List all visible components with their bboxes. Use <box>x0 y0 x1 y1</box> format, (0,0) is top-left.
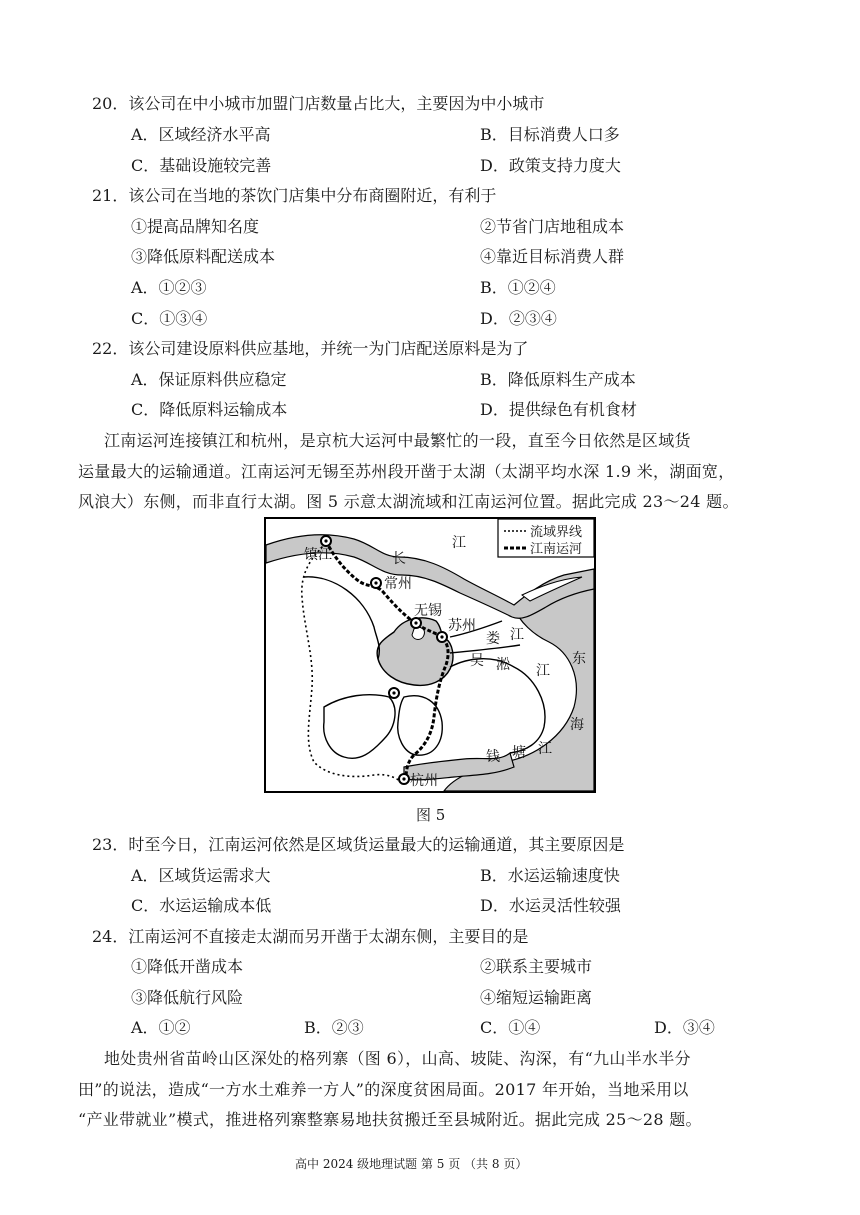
label-tang: 塘 <box>512 745 526 761</box>
label-dong: 东 <box>572 651 586 667</box>
city-marker-wuxi <box>411 618 421 628</box>
question-20-option-b: B．目标消费人口多 <box>480 125 620 144</box>
question-24-statement-3: ③降低航行风险 <box>131 988 244 1007</box>
question-24-option-c: C．①④ <box>480 1018 541 1037</box>
question-24-option-b: B．②③ <box>304 1018 364 1037</box>
label-wu: 吴 <box>470 653 484 669</box>
question-22-option-c: C．降低原料运输成本 <box>131 400 288 419</box>
question-24-statement-4: ④缩短运输距离 <box>480 988 593 1007</box>
question-23-stem: 23．时至今日，江南运河依然是区域货运量最大的运输通道，其主要原因是 <box>92 835 625 854</box>
taihu-basin-map <box>264 517 596 793</box>
question-21-statement-3: ③降低原料配送成本 <box>131 247 276 266</box>
question-21-option-b: B．①②④ <box>480 278 556 297</box>
question-24-option-a: A．①② <box>131 1018 191 1037</box>
question-21-option-d: D．②③④ <box>480 309 557 328</box>
intro-25-28-line-2: 田”的说法，造成“一方水土难养一方人”的深度贫困局面。2017 年开始，当地采用以 <box>78 1080 689 1099</box>
intro-paragraph-line-3: 风浪大）东侧，而非直行太湖。图 5 示意太湖流域和江南运河位置。据此完成 23～24 题。 <box>78 492 739 511</box>
question-21-stem: 21．该公司在当地的茶饮门店集中分布商圈附近，有利于 <box>92 186 497 205</box>
city-marker-zhenjiang <box>321 536 331 546</box>
intro-25-28-line-1: 地处贵州省苗岭山区深处的格列寨（图 6），山高、坡陡、沟深，有“九山半水半分 <box>104 1049 691 1068</box>
question-20-stem: 20．该公司在中小城市加盟门店数量占比大，主要因为中小城市 <box>92 94 545 113</box>
question-23-option-a: A．区域货运需求大 <box>131 866 271 885</box>
question-23-option-d: D．水运灵活性较强 <box>480 896 621 915</box>
label-changzhou: 常州 <box>384 576 412 592</box>
label-hangzhou: 杭州 <box>410 773 438 789</box>
label-song: 淞 <box>496 657 510 673</box>
label-song-jiang: 江 <box>536 663 550 679</box>
question-20-option-d: D．政策支持力度大 <box>480 156 621 175</box>
question-21-option-c: C．①③④ <box>131 309 208 328</box>
page-footer: 高中 2024 级地理试题 第 5 页 （共 8 页） <box>295 1157 528 1171</box>
question-21-statement-2: ②节省门店地租成本 <box>480 217 625 236</box>
label-qiantang-jiang: 江 <box>538 741 552 757</box>
question-21-statement-4: ④靠近目标消费人群 <box>480 247 625 266</box>
label-zhenjiang: 镇江 <box>304 547 332 563</box>
label-suzhou: 苏州 <box>448 618 476 634</box>
label-jiang-top: 江 <box>452 535 466 551</box>
city-marker-changzhou <box>371 578 381 588</box>
legend-boundary-label: 流域界线 <box>530 525 583 540</box>
question-20-option-c: C．基础设施较完善 <box>131 156 272 175</box>
label-wuxi: 无锡 <box>414 603 442 619</box>
question-24-statement-1: ①降低开凿成本 <box>131 957 244 976</box>
question-23-option-c: C．水运运输成本低 <box>131 896 272 915</box>
question-24-statement-2: ②联系主要城市 <box>480 957 593 976</box>
question-22-option-d: D．提供绿色有机食材 <box>480 400 637 419</box>
question-22-option-a: A．保证原料供应稳定 <box>131 370 287 389</box>
label-lou-jiang: 江 <box>510 627 524 643</box>
city-marker-hangzhou <box>399 774 409 784</box>
label-chang: 长 <box>392 551 406 567</box>
intro-paragraph-line-1: 江南运河连接镇江和杭州，是京杭大运河中最繁忙的一段，直至今日依然是区域货 <box>104 431 691 450</box>
question-22-stem: 22．该公司建设原料供应基地，并统一为门店配送原料是为了 <box>92 339 529 358</box>
figure-5-caption: 图 5 <box>416 806 446 824</box>
city-marker-huzhou <box>389 688 399 698</box>
city-marker-suzhou <box>437 632 447 642</box>
label-lou: 娄 <box>486 631 500 647</box>
question-20-option-a: A．区域经济水平高 <box>131 125 271 144</box>
intro-paragraph-line-2: 运量最大的运输通道。江南运河无锡至苏州段开凿于太湖（太湖平均水深 1.9 米，湖面宽， <box>78 462 735 481</box>
question-21-statement-1: ①提高品牌知名度 <box>131 217 260 236</box>
question-24-stem: 24．江南运河不直接走太湖而另开凿于太湖东侧，主要目的是 <box>92 927 529 946</box>
label-hai: 海 <box>570 717 584 733</box>
question-23-option-b: B．水运运输速度快 <box>480 866 620 885</box>
question-21-option-a: A．①②③ <box>131 278 207 297</box>
legend-canal-label: 江南运河 <box>530 542 583 557</box>
question-24-option-d: D．③④ <box>654 1018 715 1037</box>
question-22-option-b: B．降低原料生产成本 <box>480 370 636 389</box>
intro-25-28-line-3: “产业带就业”模式，推进格列寨整寨易地扶贫搬迁至县城附近。据此完成 25～28 题。 <box>78 1110 702 1129</box>
label-qian: 钱 <box>486 749 500 765</box>
